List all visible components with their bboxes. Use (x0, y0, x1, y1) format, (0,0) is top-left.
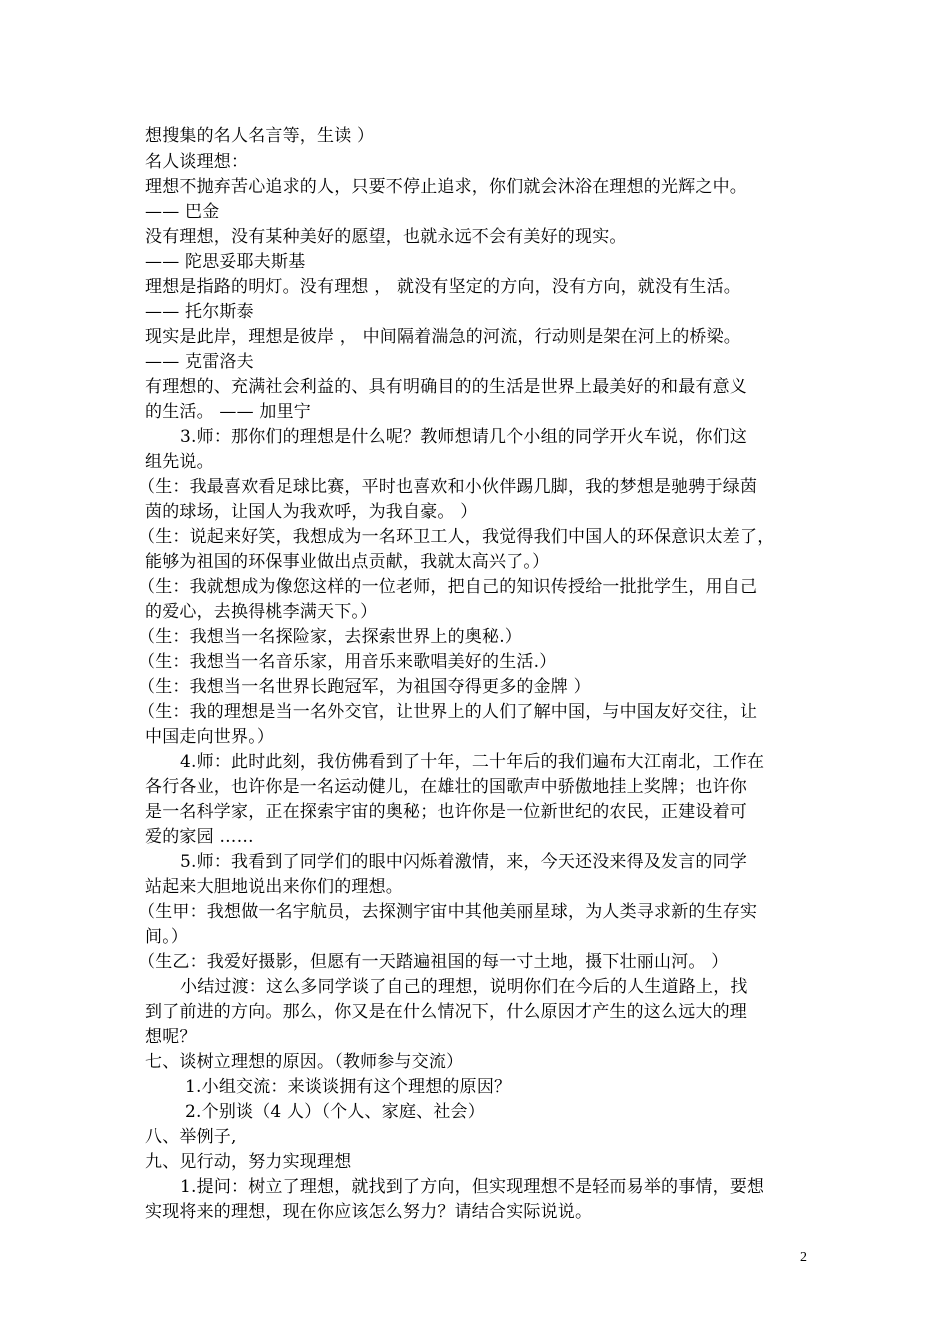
text-line: 3.师：那你们的理想是什么呢？教师想请几个小组的同学开火车说，你们这 (180, 427, 748, 447)
text-line: （生甲：我想做一名宇航员，去探测宇宙中其他美丽星球，为人类寻求新的生存实 (138, 902, 758, 922)
text-line: —— 克雷洛夫 (145, 352, 254, 372)
text-line: 中国走向世界。） (145, 727, 275, 747)
text-line: 名人谈理想： (145, 152, 249, 172)
text-line: （生：我最喜欢看足球比赛，平时也喜欢和小伙伴踢几脚，我的梦想是驰骋于绿茵 (138, 477, 758, 497)
text-line: 间。） (145, 927, 189, 947)
text-line: 是一名科学家，正在探索宇宙的奥秘；也许你是一位新世纪的农民，正建设着可 (145, 802, 747, 822)
text-line: 组先说。 (145, 452, 214, 472)
text-line: 理想是指路的明灯。没有理想 ， 就没有坚定的方向，没有方向，就没有生活。 (145, 277, 742, 297)
text-line: 的爱心，去换得桃李满天下。） (145, 602, 378, 622)
text-line: —— 巴金 (145, 202, 220, 222)
text-line: 4.师：此时此刻，我仿佛看到了十年，二十年后的我们遍布大江南北，工作在 (180, 752, 765, 772)
text-line: 1.提问：树立了理想，就找到了方向，但实现理想不是轻而易举的事情，要想 (180, 1177, 765, 1197)
text-line: 爱的家园 …… (145, 827, 254, 847)
text-line: 能够为祖国的环保事业做出点贡献，我就太高兴了。） (145, 552, 550, 572)
text-line: 各行各业，也许你是一名运动健儿，在雄壮的国歌声中骄傲地挂上奖牌；也许你 (145, 777, 747, 797)
text-line: 理想不抛弃苦心追求的人，只要不停止追求，你们就会沐浴在理想的光辉之中。 (145, 177, 747, 197)
text-line: —— 陀思妥耶夫斯基 (145, 252, 306, 272)
text-line: 想搜集的名人名言等，生读 ） (145, 126, 375, 146)
text-line: 实现将来的理想，现在你应该怎么努力？请结合实际说说。 (145, 1202, 593, 1222)
page-number: 2 (800, 1250, 807, 1265)
text-line: 到了前进的方向。那么，你又是在什么情况下，什么原因才产生的这么远大的理 (145, 1002, 747, 1022)
text-line: 没有理想，没有某种美好的愿望，也就永远不会有美好的现实。 (145, 227, 627, 247)
section-heading: 八、举例子, (145, 1127, 237, 1147)
text-line: （生：我就想成为像您这样的一位老师，把自己的知识传授给一批批学生，用自己 (138, 577, 758, 597)
text-line: 有理想的、充满社会利益的、具有明确目的的生活是世界上最美好的和最有意义 (145, 377, 747, 397)
text-line: （生：我的理想是当一名外交官，让世界上的人们了解中国，与中国友好交往，让 (138, 702, 758, 722)
text-line: （生：我想当一名世界长跑冠军，为祖国夺得更多的金牌 ） (138, 677, 591, 697)
text-line: （生：我想当一名音乐家，用音乐来歌唱美好的生活.） (138, 652, 557, 672)
text-line: 的生活。 —— 加里宁 (145, 402, 312, 422)
text-line: 5.师：我看到了同学们的眼中闪烁着激情，来，今天还没来得及发言的同学 (180, 852, 748, 872)
text-line: 现实是此岸，理想是彼岸 ， 中间隔着湍急的河流，行动则是架在河上的桥梁。 (145, 327, 742, 347)
section-heading: 九、见行动，努力实现理想 (145, 1152, 352, 1172)
text-line: 茵的球场，让国人为我欢呼，为我自豪。 ） (145, 502, 478, 522)
text-line: （生：说起来好笑，我想成为一名环卫工人，我觉得我们中国人的环保意识太差了， (138, 527, 775, 547)
section-heading: 七、谈树立理想的原因。（教师参与交流） (145, 1052, 464, 1072)
text-line: 2.个别谈（4 人）（个人、家庭、社会） (185, 1102, 485, 1122)
text-line: 想呢？ (145, 1027, 197, 1047)
text-line: （生：我想当一名探险家，去探索世界上的奥秘.） (138, 627, 523, 647)
text-line: 小结过渡：这么多同学谈了自己的理想，说明你们在今后的人生道路上，找 (180, 977, 748, 997)
text-line: 站起来大胆地说出来你们的理想。 (145, 877, 403, 897)
text-line: 1.小组交流：来谈谈拥有这个理想的原因？ (185, 1077, 512, 1097)
text-line: —— 托尔斯泰 (145, 302, 254, 322)
text-line: （生乙：我爱好摄影，但愿有一天踏遍祖国的每一寸土地，摄下壮丽山河。 ） (138, 952, 729, 972)
